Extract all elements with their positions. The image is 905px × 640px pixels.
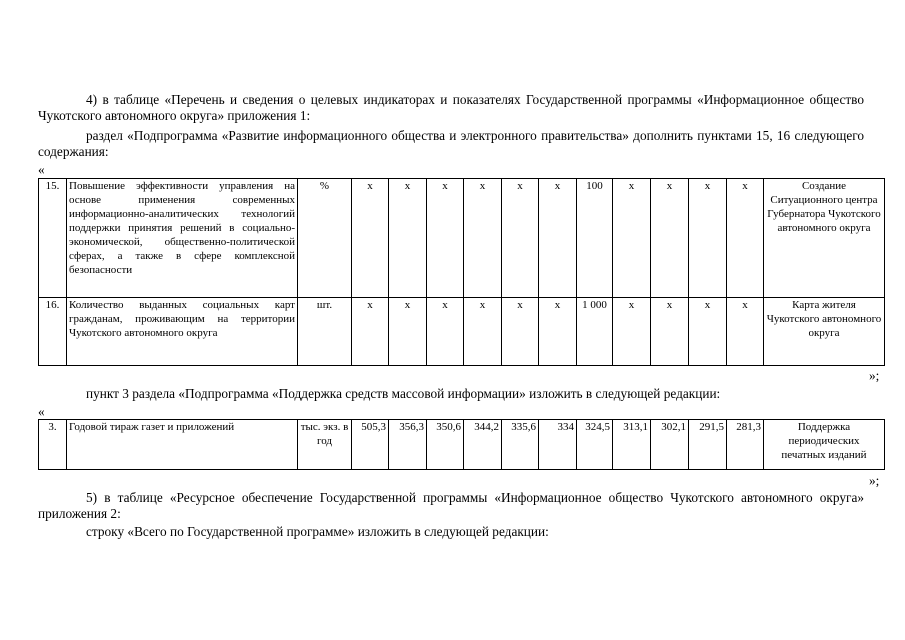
value-cell: х	[613, 298, 651, 366]
value-cell: 335,6	[502, 420, 539, 470]
quote-close: »;	[869, 473, 880, 488]
value-cell: 344,2	[464, 420, 502, 470]
value-cell: х	[352, 179, 389, 298]
value-cell: 324,5	[577, 420, 613, 470]
value-cell: х	[727, 179, 764, 298]
value-cell: 313,1	[613, 420, 651, 470]
value-cell: 100	[577, 179, 613, 298]
value-cell: х	[689, 298, 727, 366]
value-cell: х	[427, 298, 464, 366]
indicator-name: Количество выданных социальных карт гражданам, проживающим на территории Чукотского автономного округа	[67, 298, 298, 366]
value-cell: х	[502, 298, 539, 366]
quote-open: «	[38, 162, 45, 177]
value-cell: х	[352, 298, 389, 366]
value-cell: х	[539, 298, 577, 366]
indicator-name: Годовой тираж газет и приложений	[67, 420, 298, 470]
paragraph-item-4: 4) в таблице «Перечень и сведения о целевых индикаторах и показателях Государственной программы «Информационное общество Чукотского автономного округа» приложения 1:	[38, 92, 864, 123]
value-cell: 356,3	[389, 420, 427, 470]
value-cell: х	[689, 179, 727, 298]
paragraph-point-3: пункт 3 раздела «Подпрограмма «Поддержка средств массовой информации» изложить в следующей редакции:	[86, 386, 721, 401]
indicators-table	[38, 178, 885, 366]
value-cell: 350,6	[427, 420, 464, 470]
value-cell: х	[613, 179, 651, 298]
value-cell: х	[651, 298, 689, 366]
value-cell: х	[427, 179, 464, 298]
value-cell: х	[502, 179, 539, 298]
value-cell: 1 000	[577, 298, 613, 366]
quote-close: »;	[869, 368, 880, 383]
paragraph-section-add: раздел «Подпрограмма «Развитие информационного общества и электронного правительства» дополнить пунктами 15, 16 следующего содержания:	[38, 128, 864, 159]
quote-open: «	[38, 404, 45, 419]
paragraph-total-row: строку «Всего по Государственной программе» изложить в следующей редакции:	[86, 524, 549, 539]
table-row	[39, 179, 885, 298]
row-number: 16.	[39, 298, 67, 366]
unit: шт.	[298, 298, 352, 366]
value-cell: 302,1	[651, 420, 689, 470]
value-cell: х	[651, 179, 689, 298]
unit: тыс. экз. в год	[298, 420, 352, 470]
note-cell: Поддержка периодических печатных изданий	[764, 420, 885, 470]
circulation-table	[38, 419, 885, 470]
row-number: 15.	[39, 179, 67, 298]
indicator-name: Повышение эффективности управления на основе применения современных информационно-аналитических технологий поддержки принятия решений в социально-экономической, общественно-политической сферах, а также в сфере комплексной безопасности	[67, 179, 298, 298]
value-cell: х	[464, 298, 502, 366]
value-cell: х	[539, 179, 577, 298]
table-row	[39, 298, 885, 366]
unit: %	[298, 179, 352, 298]
value-cell: х	[727, 298, 764, 366]
table-row	[39, 420, 885, 470]
row-number: 3.	[39, 420, 67, 470]
value-cell: 291,5	[689, 420, 727, 470]
note-cell: Создание Ситуационного центра Губернатора Чукотского автономного округа	[764, 179, 885, 298]
value-cell: х	[389, 298, 427, 366]
value-cell: х	[464, 179, 502, 298]
paragraph-item-5: 5) в таблице «Ресурсное обеспечение Государственной программы «Информационное общество Чукотского автономного округа» приложения 2:	[38, 490, 864, 521]
value-cell: 505,3	[352, 420, 389, 470]
value-cell: 334	[539, 420, 577, 470]
value-cell: 281,3	[727, 420, 764, 470]
note-cell: Карта жителя Чукотского автономного округа	[764, 298, 885, 366]
value-cell: х	[389, 179, 427, 298]
